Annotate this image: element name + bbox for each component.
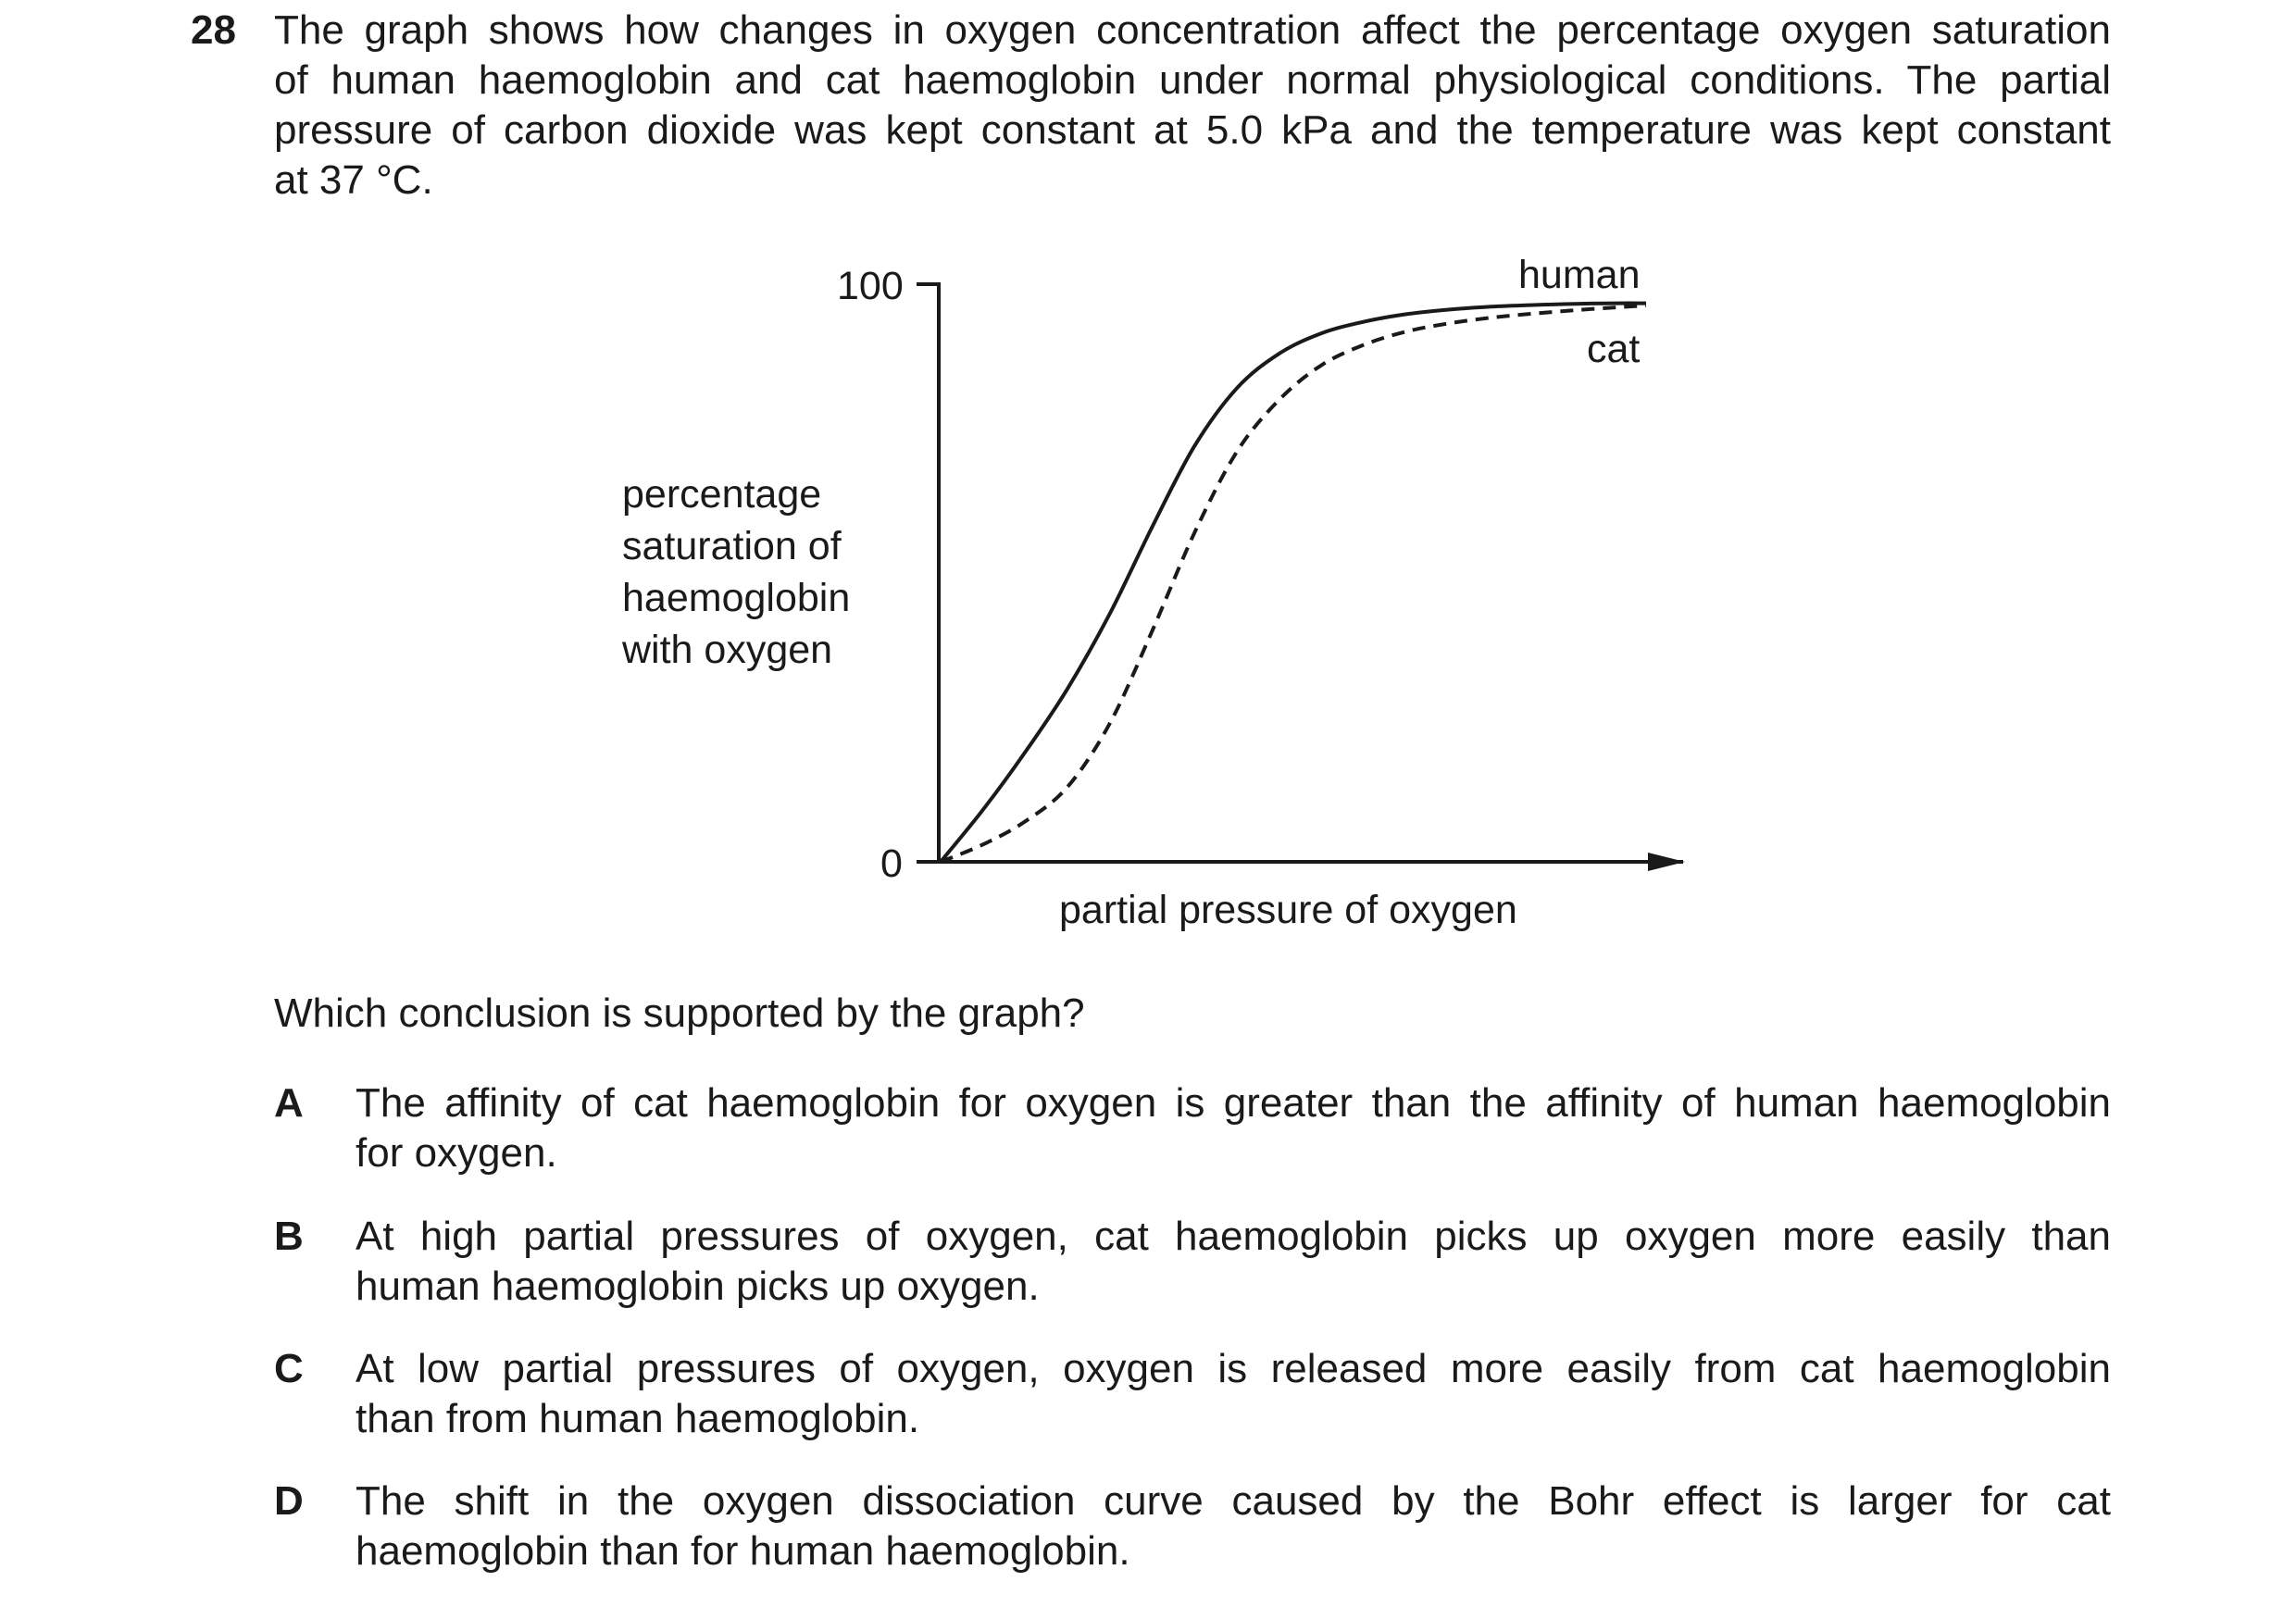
option-line: The affinity of cat haemoglobin for oxygen is greater than the affinity of human haemoglobin [356,1080,2111,1126]
x-axis-label: partial pressure of oxygen [1059,888,1517,932]
question-number: 28 [191,7,236,53]
y-axis-label-line: with oxygen [622,628,833,672]
option-line: The shift in the oxygen dissociation curve caused by the Bohr effect is larger for cat [356,1478,2111,1524]
option-line: human haemoglobin picks up oxygen. [356,1264,1040,1309]
option-letter: D [274,1478,304,1524]
y-tick-label-100: 100 [837,264,904,308]
option-text [356,1344,2111,1444]
y-axis-label-line: saturation of [622,524,842,568]
series-label-human: human [1518,253,1641,297]
option-line: for oxygen. [356,1130,557,1176]
option-c[interactable] [274,1344,2111,1444]
option-text [356,1078,2111,1178]
option-letter: B [274,1214,304,1259]
y-axis-label-line: percentage [622,472,822,517]
option-line: haemoglobin than for human haemoglobin. [356,1528,1130,1574]
option-line: than from human haemoglobin. [356,1396,920,1441]
y-tick-label-0: 0 [880,841,903,886]
option-a[interactable] [274,1078,2111,1178]
cat-curve [941,305,1646,862]
y-axis-label-line: haemoglobin [622,576,851,620]
option-line: At high partial pressures of oxygen, cat haemoglobin picks up oxygen more easily than [356,1214,2111,1259]
option-line: At low partial pressures of oxygen, oxygen is released more easily from cat haemoglobin [356,1346,2111,1391]
y-axis-label [622,468,850,676]
stem-line: of human haemoglobin and cat haemoglobin under normal physiological conditions. The partial [274,57,2111,103]
stem-line: The graph shows how changes in oxygen concentration affect the percentage oxygen saturation [274,7,2111,53]
option-text [356,1212,2111,1312]
option-text [356,1476,2111,1576]
option-b[interactable] [274,1212,2111,1312]
stem-line: pressure of carbon dioxide was kept constant at 5.0 kPa and the temperature was kept constant [274,107,2111,153]
option-d[interactable] [274,1476,2111,1576]
series-label-cat: cat [1587,327,1641,371]
option-letter: C [274,1346,304,1391]
human-curve [941,304,1646,862]
question-prompt: Which conclusion is supported by the graph? [274,990,1085,1036]
stem-line: at 37 °C. [274,157,433,203]
option-letter: A [274,1080,304,1126]
